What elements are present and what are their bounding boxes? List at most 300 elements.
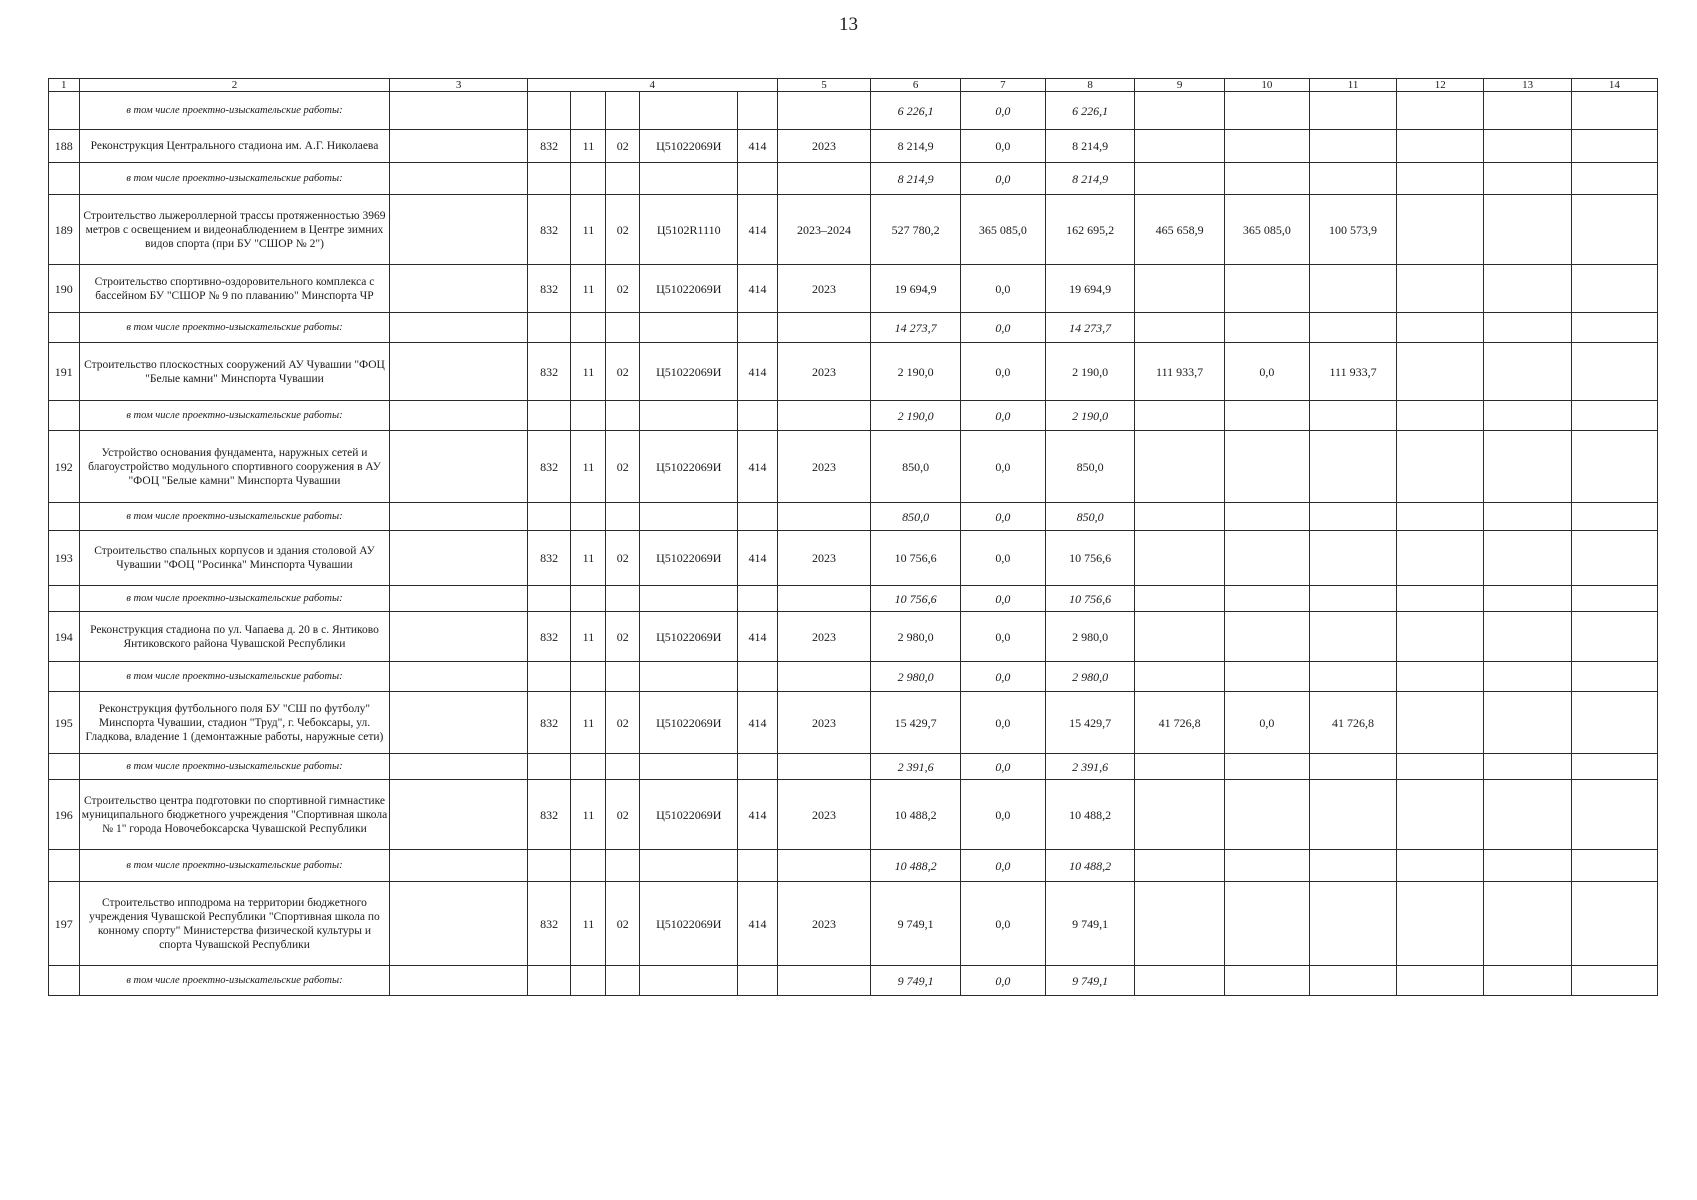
col-header: 7	[960, 79, 1045, 92]
amount-v7: 0,0	[960, 130, 1045, 163]
amount-v10: 0,0	[1224, 692, 1309, 754]
design-label: в том числе проектно-изыскательские работы:	[79, 586, 390, 612]
cell	[1224, 401, 1309, 431]
subsection-code: 02	[606, 343, 640, 401]
period: 2023–2024	[777, 195, 871, 265]
subsection-code: 02	[606, 130, 640, 163]
amount-v6: 527 780,2	[871, 195, 960, 265]
row-number: 196	[49, 780, 80, 850]
cell	[1571, 92, 1657, 130]
grbs-code: 832	[527, 195, 571, 265]
cell	[1309, 503, 1396, 531]
subsection-code: 02	[606, 780, 640, 850]
cell	[606, 401, 640, 431]
expense-type-code: 414	[738, 780, 777, 850]
cell	[390, 586, 527, 612]
target-article-code: Ц51022069И	[640, 612, 738, 662]
cell	[527, 313, 571, 343]
design-value: 0,0	[960, 401, 1045, 431]
cell	[1135, 754, 1224, 780]
cell	[1309, 662, 1396, 692]
cell	[1135, 966, 1224, 996]
amount-v10	[1224, 780, 1309, 850]
col-header: 8	[1045, 79, 1134, 92]
col-header: 2	[79, 79, 390, 92]
cell	[606, 92, 640, 130]
table-row	[49, 431, 1658, 503]
design-value: 9 749,1	[871, 966, 960, 996]
cell	[1135, 503, 1224, 531]
amount-v9	[1135, 130, 1224, 163]
cell	[1571, 754, 1657, 780]
subsection-code: 02	[606, 692, 640, 754]
design-value: 2 980,0	[1045, 662, 1134, 692]
amount-v9	[1135, 265, 1224, 313]
table-row	[49, 130, 1658, 163]
expense-type-code: 414	[738, 343, 777, 401]
cell	[777, 966, 871, 996]
period: 2023	[777, 882, 871, 966]
cell	[1224, 92, 1309, 130]
cell	[1309, 754, 1396, 780]
cell	[1571, 401, 1657, 431]
amount-v10	[1224, 130, 1309, 163]
section-code: 11	[571, 692, 606, 754]
cell	[571, 586, 606, 612]
cell	[738, 754, 777, 780]
grbs-code: 832	[527, 882, 571, 966]
amount-v10	[1224, 265, 1309, 313]
cell	[571, 503, 606, 531]
cell	[1397, 780, 1484, 850]
cell	[1484, 612, 1571, 662]
cell	[640, 966, 738, 996]
grbs-code: 832	[527, 531, 571, 586]
amount-v9: 41 726,8	[1135, 692, 1224, 754]
design-value: 850,0	[1045, 503, 1134, 531]
table-row	[49, 265, 1658, 313]
cell	[49, 662, 80, 692]
grbs-code: 832	[527, 612, 571, 662]
cell	[777, 401, 871, 431]
target-article-code: Ц51022069И	[640, 343, 738, 401]
table-row	[49, 195, 1658, 265]
amount-v7: 0,0	[960, 265, 1045, 313]
target-article-code: Ц5102R1110	[640, 195, 738, 265]
design-value: 10 488,2	[871, 850, 960, 882]
section-code: 11	[571, 343, 606, 401]
design-label: в том числе проектно-изыскательские работы:	[79, 313, 390, 343]
period: 2023	[777, 780, 871, 850]
cell	[49, 313, 80, 343]
cell	[777, 92, 871, 130]
design-row	[49, 92, 1658, 130]
row-number: 188	[49, 130, 80, 163]
period: 2023	[777, 431, 871, 503]
cell	[738, 850, 777, 882]
cell	[1571, 662, 1657, 692]
cell	[640, 754, 738, 780]
cell	[777, 662, 871, 692]
design-value: 0,0	[960, 850, 1045, 882]
cell	[1484, 195, 1571, 265]
cell	[1484, 780, 1571, 850]
cell	[640, 662, 738, 692]
cell	[1571, 503, 1657, 531]
cell	[1397, 313, 1484, 343]
table-row	[49, 531, 1658, 586]
cell	[738, 313, 777, 343]
design-value: 0,0	[960, 313, 1045, 343]
amount-v10: 0,0	[1224, 343, 1309, 401]
amount-v7: 0,0	[960, 431, 1045, 503]
cell	[527, 92, 571, 130]
cell	[1397, 882, 1484, 966]
row-number: 190	[49, 265, 80, 313]
cell	[1309, 163, 1396, 195]
cell	[606, 163, 640, 195]
cell	[1484, 850, 1571, 882]
cell	[1397, 850, 1484, 882]
header-row	[49, 79, 1658, 92]
subsection-code: 02	[606, 431, 640, 503]
design-value: 10 756,6	[871, 586, 960, 612]
expense-type-code: 414	[738, 612, 777, 662]
amount-v9	[1135, 431, 1224, 503]
section-code: 11	[571, 431, 606, 503]
period: 2023	[777, 612, 871, 662]
design-row	[49, 586, 1658, 612]
section-code: 11	[571, 780, 606, 850]
cell	[640, 850, 738, 882]
amount-v6: 15 429,7	[871, 692, 960, 754]
cell	[1309, 966, 1396, 996]
cell	[1484, 130, 1571, 163]
cell	[49, 966, 80, 996]
expense-type-code: 414	[738, 195, 777, 265]
cell	[1484, 163, 1571, 195]
cell	[527, 966, 571, 996]
cell	[1484, 662, 1571, 692]
object-name: Строительство центра подготовки по спортивной гимнастике муниципального бюджетного учреждения "Спортивная школа № 1" города Новочебоксарска Чувашской Республики	[79, 780, 390, 850]
target-article-code: Ц51022069И	[640, 531, 738, 586]
cell	[1224, 586, 1309, 612]
cell	[390, 130, 527, 163]
amount-v8: 2 980,0	[1045, 612, 1134, 662]
cell	[1571, 130, 1657, 163]
cell	[571, 662, 606, 692]
amount-v11	[1309, 612, 1396, 662]
col-header: 5	[777, 79, 871, 92]
amount-v6: 8 214,9	[871, 130, 960, 163]
subsection-code: 02	[606, 612, 640, 662]
subsection-code: 02	[606, 531, 640, 586]
cell	[390, 265, 527, 313]
cell	[640, 92, 738, 130]
design-value: 0,0	[960, 586, 1045, 612]
design-row	[49, 850, 1658, 882]
cell	[1397, 754, 1484, 780]
expense-type-code: 414	[738, 692, 777, 754]
design-label: в том числе проектно-изыскательские работы:	[79, 401, 390, 431]
cell	[527, 163, 571, 195]
cell	[1224, 662, 1309, 692]
design-value: 0,0	[960, 662, 1045, 692]
cell	[1571, 850, 1657, 882]
cell	[1397, 586, 1484, 612]
design-label: в том числе проектно-изыскательские работы:	[79, 92, 390, 130]
cell	[1397, 431, 1484, 503]
amount-v11	[1309, 531, 1396, 586]
cell	[527, 586, 571, 612]
amount-v11	[1309, 431, 1396, 503]
cell	[390, 313, 527, 343]
design-value: 0,0	[960, 754, 1045, 780]
cell	[777, 754, 871, 780]
cell	[1571, 163, 1657, 195]
target-article-code: Ц51022069И	[640, 780, 738, 850]
cell	[640, 163, 738, 195]
cell	[777, 850, 871, 882]
amount-v8: 162 695,2	[1045, 195, 1134, 265]
cell	[390, 754, 527, 780]
cell	[390, 780, 527, 850]
cell	[1397, 195, 1484, 265]
design-value: 0,0	[960, 92, 1045, 130]
cell	[390, 531, 527, 586]
cell	[49, 586, 80, 612]
cell	[1397, 612, 1484, 662]
cell	[1397, 343, 1484, 401]
design-value: 10 756,6	[1045, 586, 1134, 612]
target-article-code: Ц51022069И	[640, 692, 738, 754]
col-header: 12	[1397, 79, 1484, 92]
amount-v9	[1135, 882, 1224, 966]
design-value: 2 391,6	[1045, 754, 1134, 780]
design-row	[49, 313, 1658, 343]
cell	[738, 503, 777, 531]
cell	[1571, 882, 1657, 966]
expense-type-code: 414	[738, 431, 777, 503]
amount-v10	[1224, 431, 1309, 503]
cell	[1484, 401, 1571, 431]
cell	[1397, 692, 1484, 754]
design-row	[49, 401, 1658, 431]
design-row	[49, 754, 1658, 780]
col-header: 11	[1309, 79, 1396, 92]
design-value: 0,0	[960, 503, 1045, 531]
cell	[1224, 754, 1309, 780]
subsection-code: 02	[606, 265, 640, 313]
amount-v10	[1224, 531, 1309, 586]
cell	[1484, 882, 1571, 966]
object-name: Строительство лыжероллерной трассы протяженностью 3969 метров с освещением и видеонаблюдением в Центре зимних видов спорта (при БУ "СШОР № 2")	[79, 195, 390, 265]
design-value: 0,0	[960, 163, 1045, 195]
cell	[571, 313, 606, 343]
design-value: 2 190,0	[871, 401, 960, 431]
cell	[390, 966, 527, 996]
object-name: Реконструкция футбольного поля БУ "СШ по футболу" Минспорта Чувашии, стадион "Труд", г. Чебоксары, ул. Гладкова, владение 1 (демонтажные работы, наружные сети)	[79, 692, 390, 754]
cell	[1397, 401, 1484, 431]
cell	[1135, 586, 1224, 612]
amount-v9	[1135, 531, 1224, 586]
cell	[1135, 850, 1224, 882]
grbs-code: 832	[527, 692, 571, 754]
cell	[777, 586, 871, 612]
amount-v11	[1309, 780, 1396, 850]
design-label: в том числе проектно-изыскательские работы:	[79, 163, 390, 195]
subsection-code: 02	[606, 882, 640, 966]
amount-v7: 0,0	[960, 531, 1045, 586]
amount-v8: 850,0	[1045, 431, 1134, 503]
cell	[1571, 431, 1657, 503]
amount-v11: 100 573,9	[1309, 195, 1396, 265]
cell	[1571, 692, 1657, 754]
cell	[606, 850, 640, 882]
object-name: Реконструкция Центрального стадиона им. А.Г. Николаева	[79, 130, 390, 163]
object-name: Строительство спортивно-оздоровительного комплекса с бассейном БУ "СШОР № 9 по плаванию" Минспорта ЧР	[79, 265, 390, 313]
cell	[49, 503, 80, 531]
subsection-code: 02	[606, 195, 640, 265]
amount-v11: 111 933,7	[1309, 343, 1396, 401]
section-code: 11	[571, 265, 606, 313]
cell	[1484, 92, 1571, 130]
amount-v8: 10 488,2	[1045, 780, 1134, 850]
cell	[571, 850, 606, 882]
cell	[1135, 662, 1224, 692]
table-body	[49, 92, 1658, 996]
design-value: 8 214,9	[871, 163, 960, 195]
row-number: 197	[49, 882, 80, 966]
cell	[606, 503, 640, 531]
amount-v7: 0,0	[960, 780, 1045, 850]
col-header: 1	[49, 79, 80, 92]
cell	[1224, 503, 1309, 531]
cell	[390, 92, 527, 130]
cell	[1309, 586, 1396, 612]
cell	[1135, 313, 1224, 343]
cell	[738, 401, 777, 431]
amount-v8: 8 214,9	[1045, 130, 1134, 163]
object-name: Устройство основания фундамента, наружных сетей и благоустройство модульного спортивного сооружения в АУ "ФОЦ "Белые камни" Минспорта Чувашии	[79, 431, 390, 503]
target-article-code: Ц51022069И	[640, 431, 738, 503]
cell	[571, 163, 606, 195]
cell	[1135, 92, 1224, 130]
cell	[1571, 780, 1657, 850]
col-header: 9	[1135, 79, 1224, 92]
amount-v8: 10 756,6	[1045, 531, 1134, 586]
object-name: Строительство спальных корпусов и здания столовой АУ Чувашии "ФОЦ "Росинка" Минспорта Чувашии	[79, 531, 390, 586]
cell	[390, 431, 527, 503]
design-value: 0,0	[960, 966, 1045, 996]
row-number: 194	[49, 612, 80, 662]
amount-v6: 2 190,0	[871, 343, 960, 401]
amount-v11	[1309, 882, 1396, 966]
cell	[571, 966, 606, 996]
cell	[606, 313, 640, 343]
cell	[1397, 163, 1484, 195]
object-name: Строительство ипподрома на территории бюджетного учреждения Чувашской Республики "Спортивная школа по конному спорту" Министерства физической культуры и спорта Чувашской Республики	[79, 882, 390, 966]
grbs-code: 832	[527, 780, 571, 850]
table-row	[49, 780, 1658, 850]
cell	[1571, 531, 1657, 586]
col-header: 10	[1224, 79, 1309, 92]
cell	[1571, 586, 1657, 612]
cell	[606, 586, 640, 612]
cell	[777, 313, 871, 343]
cell	[1484, 966, 1571, 996]
period: 2023	[777, 265, 871, 313]
cell	[1484, 586, 1571, 612]
amount-v7: 0,0	[960, 343, 1045, 401]
cell	[738, 163, 777, 195]
design-row	[49, 966, 1658, 996]
amount-v6: 10 488,2	[871, 780, 960, 850]
cell	[640, 401, 738, 431]
cell	[390, 882, 527, 966]
amount-v6: 10 756,6	[871, 531, 960, 586]
cell	[1309, 92, 1396, 130]
cell	[390, 163, 527, 195]
design-value: 2 980,0	[871, 662, 960, 692]
period: 2023	[777, 692, 871, 754]
design-label: в том числе проектно-изыскательские работы:	[79, 503, 390, 531]
amount-v7: 0,0	[960, 692, 1045, 754]
cell	[640, 503, 738, 531]
design-value: 14 273,7	[1045, 313, 1134, 343]
col-header: 3	[390, 79, 527, 92]
amount-v6: 9 749,1	[871, 882, 960, 966]
table-row	[49, 692, 1658, 754]
cell	[640, 313, 738, 343]
page-number: 13	[839, 14, 858, 35]
design-label: в том числе проектно-изыскательские работы:	[79, 850, 390, 882]
section-code: 11	[571, 882, 606, 966]
amount-v10	[1224, 612, 1309, 662]
amount-v10: 365 085,0	[1224, 195, 1309, 265]
amount-v10	[1224, 882, 1309, 966]
cell	[1224, 850, 1309, 882]
cell	[390, 662, 527, 692]
cell	[390, 343, 527, 401]
grbs-code: 832	[527, 130, 571, 163]
cell	[738, 662, 777, 692]
amount-v6: 2 980,0	[871, 612, 960, 662]
cell	[1397, 662, 1484, 692]
cell	[1571, 265, 1657, 313]
col-header: 6	[871, 79, 960, 92]
cell	[1397, 265, 1484, 313]
cell	[738, 92, 777, 130]
cell	[640, 586, 738, 612]
cell	[1484, 503, 1571, 531]
cell	[49, 754, 80, 780]
design-value: 6 226,1	[871, 92, 960, 130]
table-row	[49, 612, 1658, 662]
cell	[527, 662, 571, 692]
cell	[738, 966, 777, 996]
grbs-code: 832	[527, 265, 571, 313]
design-row	[49, 503, 1658, 531]
design-value: 6 226,1	[1045, 92, 1134, 130]
amount-v7: 365 085,0	[960, 195, 1045, 265]
amount-v9	[1135, 780, 1224, 850]
amount-v9: 111 933,7	[1135, 343, 1224, 401]
design-label: в том числе проектно-изыскательские работы:	[79, 754, 390, 780]
object-name: Реконструкция стадиона по ул. Чапаева д. 20 в с. Янтиково Янтиковского района Чувашской Республики	[79, 612, 390, 662]
expense-type-code: 414	[738, 882, 777, 966]
amount-v9: 465 658,9	[1135, 195, 1224, 265]
